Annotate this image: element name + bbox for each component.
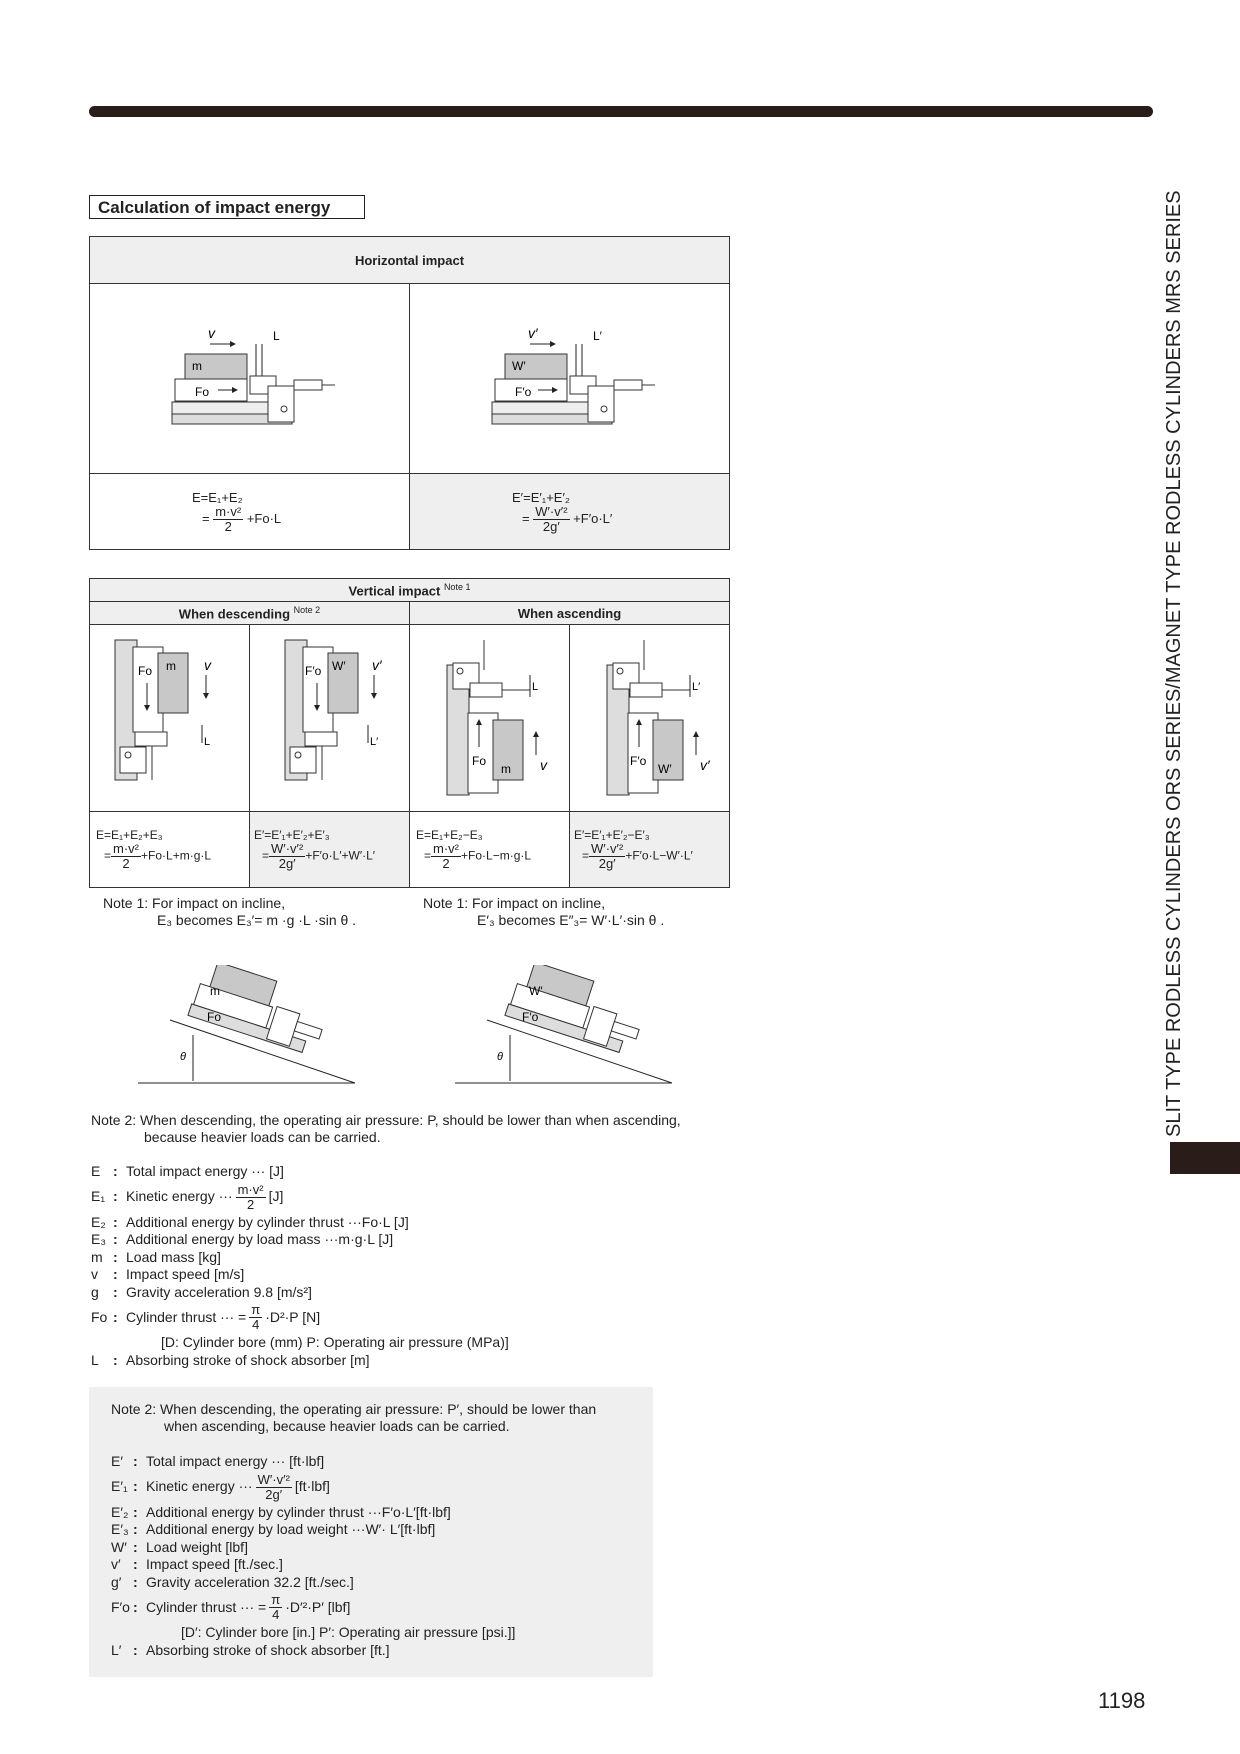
sidebar-series-label: SLIT TYPE RODLESS CYLINDERS ORS SERIES/MAGNET TYPE RODLESS CYLINDERS MRS SERIES — [1163, 190, 1185, 1137]
legend-symbol — [146, 1624, 168, 1642]
legend-text: Absorbing stroke of shock absorber [m] — [126, 1351, 370, 1368]
legend-symbol: Fo — [91, 1308, 108, 1325]
legend-item — [126, 1334, 509, 1352]
descending-header: When descending $^{Note 2}$ — [90, 602, 410, 625]
legend-tail: [J] — [268, 1188, 284, 1205]
legend-symbol: m — [91, 1248, 103, 1265]
legend-text: Gravity acceleration 32.2 [ft./sec.] — [146, 1573, 354, 1590]
legend-colon: : — [113, 1231, 118, 1247]
legend-tail: [ft·lbf] — [294, 1478, 330, 1495]
legend-text: Cylinder thrust ··· = — [146, 1598, 267, 1615]
legend-text: Gravity acceleration 9.8 [m/s²] — [126, 1283, 312, 1300]
svg-text:L′: L′ — [370, 736, 379, 748]
svg-text:v′: v′ — [700, 757, 710, 773]
note1-right: Note 1: For impact on incline, E′₃ becomes E″₃= W′·L′·sin θ . — [423, 895, 665, 928]
ascending-diagram-metric — [410, 625, 570, 812]
legend-text: Cylinder thrust ··· = — [126, 1308, 247, 1325]
note1-left: Note 1: For impact on incline, E₃ becomes E₃′= m ·g ·L ·sin θ . — [103, 895, 357, 928]
vertical-impact-table — [89, 578, 730, 888]
legend-colon: : — [113, 1188, 118, 1205]
legend-item — [111, 1556, 515, 1574]
svg-text:F′o: F′o — [305, 664, 322, 678]
svg-text:m: m — [192, 359, 202, 373]
legend-colon: : — [133, 1503, 138, 1520]
legend-text: Impact speed [m/s] — [126, 1266, 245, 1282]
horizontal-diagram-left — [90, 284, 410, 474]
legend-colon: : — [133, 1598, 138, 1615]
legend-text: Total impact energy ··· [ft·lbf] — [146, 1453, 325, 1469]
legend-tail: ·D²·P [N] — [265, 1308, 321, 1325]
svg-text:F′o: F′o — [630, 754, 647, 768]
legend-colon: : — [133, 1556, 138, 1572]
descending-diagram-imperial — [250, 625, 410, 812]
svg-text:W′: W′ — [658, 762, 672, 776]
legend-item — [111, 1521, 515, 1539]
svg-text:v: v — [208, 325, 215, 341]
legend-colon: : — [133, 1641, 138, 1658]
svg-text:m: m — [210, 984, 220, 998]
legend-symbol: E′₃ — [111, 1521, 129, 1537]
legend-colon: : — [113, 1248, 118, 1265]
legend-text: Impact speed [ft./sec.] — [146, 1556, 283, 1572]
page-number: 1198 — [1098, 1688, 1146, 1713]
svg-text:L: L — [532, 681, 539, 693]
legend-colon: : — [113, 1283, 118, 1300]
legend-item — [91, 1352, 509, 1370]
legend-symbol: E₃ — [91, 1231, 107, 1247]
legend-fraction: $\frac{\pi}{4}$ — [251, 1302, 261, 1332]
section-title: Calculation of impact energy — [89, 195, 365, 219]
legend-text: Additional energy by load weight ···W′· L′[ft·lbf] — [146, 1521, 436, 1537]
legend-symbol: E₂ — [91, 1213, 106, 1230]
imperial-legend — [111, 1453, 515, 1659]
svg-text:L: L — [204, 736, 211, 748]
svg-text:Fo: Fo — [195, 385, 210, 399]
legend-symbol: E — [91, 1163, 101, 1179]
legend-colon: : — [133, 1538, 138, 1555]
legend-colon: : — [133, 1573, 138, 1590]
legend-tail: ·D′²·P′ [lbf] — [285, 1598, 351, 1615]
legend-item — [111, 1642, 515, 1660]
svg-text:L′: L′ — [593, 329, 602, 343]
legend-colon — [168, 1624, 181, 1642]
legend-item — [146, 1624, 515, 1642]
legend-symbol — [126, 1334, 148, 1352]
legend-symbol: v′ — [111, 1556, 121, 1572]
svg-text:Fo: Fo — [138, 664, 153, 678]
legend-item — [91, 1284, 509, 1302]
legend-item — [91, 1266, 509, 1284]
legend-item — [91, 1231, 509, 1249]
horizontal-diagram-right — [410, 284, 730, 474]
note2: Note 2: When descending, the operating air pressure: P, should be lower than when ascending, because heavier loads can be carried. — [91, 1112, 681, 1145]
header-rule — [89, 106, 1153, 117]
horizontal-cylinder-diagram-imperial — [410, 284, 729, 468]
legend-symbol: g′ — [111, 1573, 122, 1590]
svg-text:L: L — [273, 329, 280, 343]
svg-text:Fo: Fo — [472, 754, 487, 768]
svg-text:v′: v′ — [372, 657, 382, 673]
svg-text:v: v — [204, 657, 211, 673]
legend-text: Additional energy by load mass ···m·g·L [J] — [126, 1231, 394, 1247]
horizontal-impact-table — [89, 236, 730, 550]
imperial-note2: Note 2: When descending, the operating air pressure: P′, should be lower than when ascending, because heavier loads can be carried. — [111, 1401, 597, 1434]
legend-text: Absorbing stroke of shock absorber [ft.] — [146, 1641, 390, 1658]
legend-item — [111, 1504, 515, 1522]
imperial-note-box — [89, 1387, 653, 1677]
legend-symbol: v — [91, 1266, 98, 1282]
legend-text: [D: Cylinder bore (mm) P: Operating air pressure (MPa)] — [161, 1334, 509, 1350]
svg-text:θ: θ — [180, 1051, 186, 1063]
svg-text:L′: L′ — [692, 681, 701, 693]
svg-text:m: m — [501, 762, 511, 776]
svg-text:W′: W′ — [332, 659, 346, 673]
legend-text: Load weight [lbf] — [146, 1538, 248, 1555]
svg-text:F′o: F′o — [522, 1010, 539, 1024]
legend-fraction: $\frac{\text{m·v²}}{2}$ — [237, 1181, 264, 1212]
horizontal-formula-left: E=E₁+E₂ = $\frac{\text{m·v²}}{2}$ +Fo·L — [90, 474, 410, 550]
legend-symbol: L — [91, 1351, 99, 1368]
svg-text:Fo: Fo — [207, 1010, 222, 1024]
vertical-header: Vertical impact $^{Note 1}$ — [90, 579, 730, 602]
incline-diagram-metric — [130, 965, 370, 1090]
horizontal-cylinder-diagram — [90, 284, 409, 468]
svg-text:θ: θ — [497, 1051, 503, 1063]
svg-text:v′: v′ — [528, 325, 538, 341]
legend-symbol: E′₂ — [111, 1503, 129, 1520]
legend-text: Kinetic energy ··· — [126, 1188, 233, 1205]
legend-text: Additional energy by cylinder thrust ···F′o·L′[ft·lbf] — [146, 1503, 451, 1520]
legend-colon: : — [113, 1163, 118, 1179]
svg-text:F′o: F′o — [515, 385, 532, 399]
incline-diagram-imperial — [447, 965, 687, 1090]
legend-colon: : — [133, 1478, 138, 1495]
vertical-formula-2: E′=E′₁+E′₂+E′₃ = $\frac{\text{W′·v′²}}{2g'}$ +F′o·L′+W′·L′ — [250, 812, 410, 888]
ascending-diagram-imperial — [570, 625, 730, 812]
legend-item — [91, 1303, 509, 1332]
legend-item — [91, 1214, 509, 1232]
legend-item — [111, 1574, 515, 1592]
vertical-formula-1: E=E₁+E₂+E₃ = $\frac{\text{m·v²}}{2}$ +Fo·L+m·g·L — [90, 812, 250, 888]
legend-text: [D′: Cylinder bore [in.] P′: Operating air pressure [psi.]] — [181, 1624, 516, 1640]
svg-text:W′: W′ — [512, 359, 526, 373]
legend-symbol: L′ — [111, 1641, 122, 1658]
legend-item — [111, 1453, 515, 1471]
legend-fraction: $\frac{\pi}{4}$ — [271, 1592, 281, 1622]
legend-text: Load mass [kg] — [126, 1248, 221, 1265]
ascending-header: When ascending — [410, 602, 730, 625]
legend-colon: : — [113, 1266, 118, 1282]
legend-item — [91, 1183, 509, 1212]
vertical-formula-3: E=E₁+E₂−E₃ = $\frac{\text{m·v²}}{2}$ +Fo·L−m·g·L — [410, 812, 570, 888]
legend-symbol: E′₁ — [111, 1478, 128, 1495]
legend-symbol: E₁ — [91, 1188, 106, 1205]
horizontal-header: Horizontal impact — [90, 237, 730, 284]
vertical-formula-4: E′=E′₁+E′₂−E′₃ = $\frac{\text{W′·v′²}}{2g'}$ +F′o·L−W′·L′ — [570, 812, 730, 888]
legend-colon — [148, 1334, 161, 1352]
svg-text:v: v — [540, 757, 547, 773]
descending-diagram-metric — [90, 625, 250, 812]
legend-item — [111, 1539, 515, 1557]
legend-colon: : — [133, 1453, 138, 1469]
legend-symbol: W′ — [111, 1538, 127, 1555]
svg-text:W′: W′ — [529, 984, 543, 998]
sidebar-tab-marker — [1170, 1142, 1240, 1174]
legend-symbol: E′ — [111, 1453, 123, 1469]
legend-item — [111, 1593, 515, 1622]
legend-item — [91, 1249, 509, 1267]
legend-colon: : — [113, 1308, 118, 1325]
legend-fraction: $\frac{\text{W′·v′²}}{2g'}$ — [257, 1471, 290, 1502]
legend-colon: : — [113, 1351, 118, 1368]
legend-text: Total impact energy ··· [J] — [126, 1163, 284, 1179]
metric-legend — [91, 1163, 509, 1369]
legend-colon: : — [113, 1213, 118, 1230]
legend-symbol: g — [91, 1283, 99, 1300]
svg-text:m: m — [166, 659, 176, 673]
legend-item — [111, 1473, 515, 1502]
legend-colon: : — [133, 1521, 138, 1537]
legend-symbol: F′o — [111, 1598, 130, 1615]
horizontal-formula-right: E′=E′₁+E′₂ = $\frac{\text{W′·v′²}}{2g'}$ +F′o·L′ — [410, 474, 730, 550]
legend-item — [91, 1163, 509, 1181]
legend-text: Kinetic energy ··· — [146, 1478, 253, 1495]
legend-text: Additional energy by cylinder thrust ···Fo·L [J] — [126, 1213, 409, 1230]
